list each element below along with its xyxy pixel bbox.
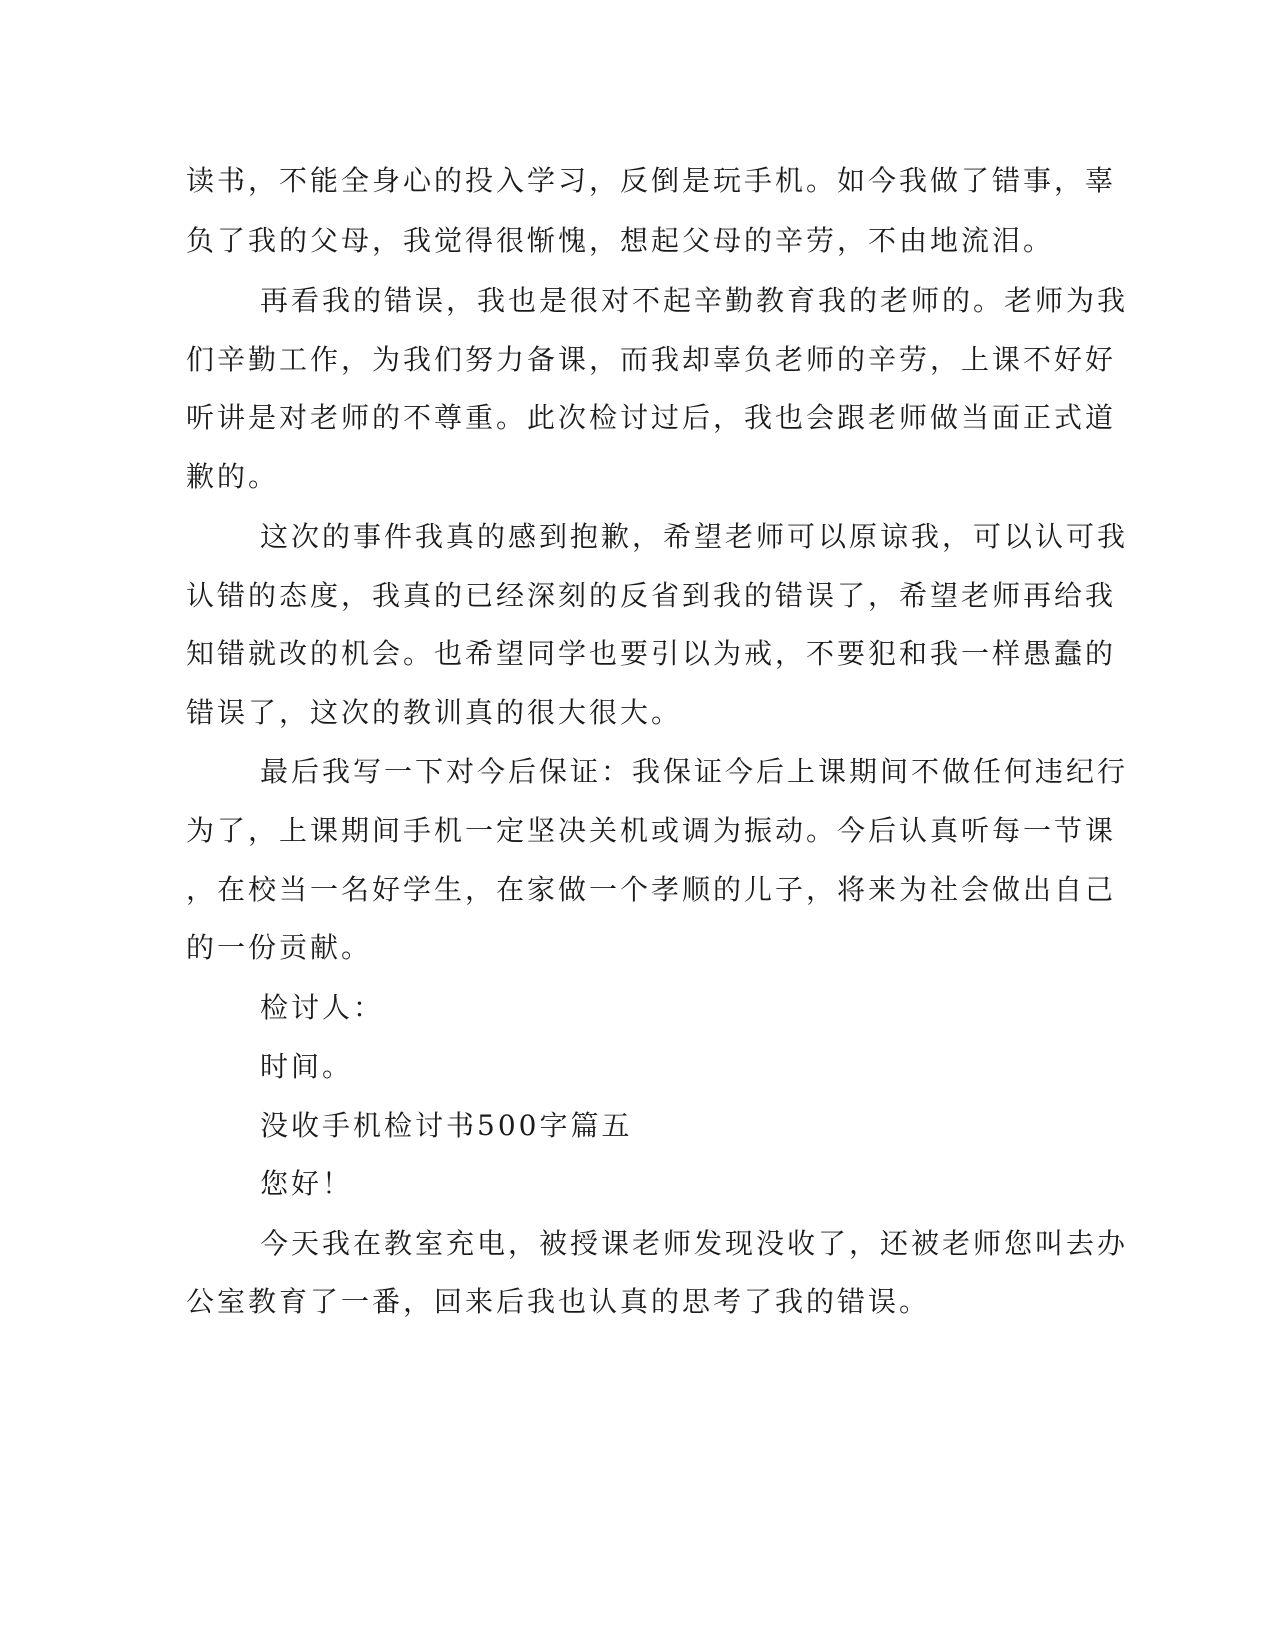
paragraph-line: 错误了，这次的教训真的很大很大。	[186, 696, 683, 729]
paragraph-line: 今天我在教室充电，被授课老师发现没收了，还被老师您叫去办	[260, 1227, 1129, 1260]
paragraph-line: 们辛勤工作，为我们努力备课，而我却辜负老师的辛劳，上课不好好	[186, 343, 1117, 376]
paragraph-line: 听讲是对老师的不尊重。此次检讨过后，我也会跟老师做当面正式道	[186, 401, 1117, 434]
paragraph-line: 负了我的父母，我觉得很惭愧，想起父母的辛劳，不由地流泪。	[186, 224, 1055, 257]
paragraph-line: 为了，上课期间手机一定坚决关机或调为振动。今后认真听每一节课	[186, 814, 1117, 847]
signature-label: 检讨人：	[260, 991, 385, 1024]
paragraph-line: 读书，不能全身心的投入学习，反倒是玩手机。如今我做了错事，辜	[186, 164, 1117, 197]
paragraph-line: 的一份贡献。	[186, 931, 373, 964]
paragraph-line: 再看我的错误，我也是很对不起辛勤教育我的老师的。老师为我	[260, 284, 1129, 317]
section-title: 没收手机检讨书500字篇五	[260, 1109, 633, 1142]
date-label: 时间。	[260, 1050, 354, 1083]
paragraph-line: 歉的。	[186, 460, 280, 493]
paragraph-line: 认错的态度，我真的已经深刻的反省到我的错误了，希望老师再给我	[186, 579, 1117, 612]
paragraph-line: 这次的事件我真的感到抱歉，希望老师可以原谅我，可以认可我	[260, 520, 1129, 553]
paragraph-line: 知错就改的机会。也希望同学也要引以为戒，不要犯和我一样愚蠢的	[186, 637, 1117, 670]
greeting: 您好！	[260, 1167, 354, 1200]
paragraph-line: 最后我写一下对今后保证：我保证今后上课期间不做任何违纪行	[260, 755, 1129, 788]
paragraph-line: 公室教育了一番，回来后我也认真的思考了我的错误。	[186, 1285, 931, 1318]
paragraph-line: ，在校当一名好学生，在家做一个孝顺的儿子，将来为社会做出自己	[186, 873, 1117, 906]
